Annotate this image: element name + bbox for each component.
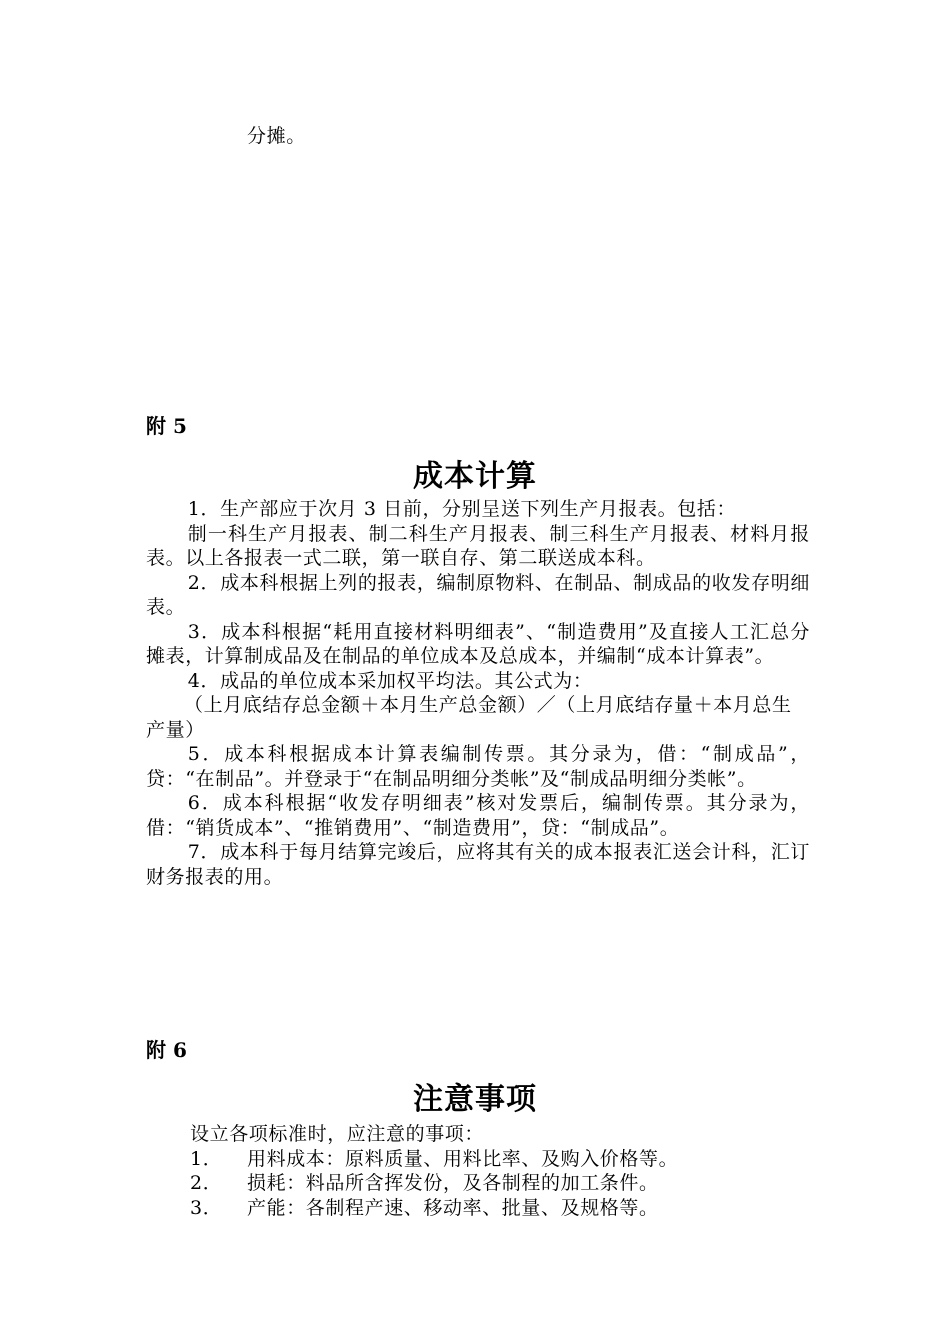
list-item-text: 产能：各制程产速、移动率、批量、及规格等。 — [247, 1196, 659, 1219]
paragraph-1b: 制一科生产月报表、制二科生产月报表、制三科生产月报表、材料月报表。以上各报表一式二联，第一联自存、第二联送成本科。 — [146, 522, 810, 569]
continuation-text: 分摊。 — [247, 125, 306, 147]
paragraph-2: 2．成本科根据上列的报表，编制原物料、在制品、制成品的收发存明细表。 — [146, 571, 810, 618]
formula: （上月底结存总金额＋本月生产总金额）／（上月底结存量＋本月总生产量） — [146, 694, 792, 741]
appendix-5-body — [146, 497, 810, 889]
paragraph-6: 6．成本科根据“收发存明细表”核对发票后，编制传票。其分录为，借：“销货成本”、“推销费用”、“制造费用”，贷：“制成品”。 — [146, 792, 810, 839]
notes-lead: 设立各项标准时，应注意的事项： — [190, 1123, 485, 1145]
list-item — [146, 1171, 810, 1196]
list-item-number: 3． — [190, 1196, 223, 1219]
list-item — [146, 1196, 810, 1221]
paragraph-4: 4．成品的单位成本采加权平均法。其公式为： — [187, 669, 593, 692]
appendix-5-label: 附 5 — [146, 414, 187, 438]
list-item — [146, 1147, 810, 1172]
paragraph-7: 7．成本科于每月结算完竣后，应将其有关的成本报表汇送会计科，汇订财务报表的用。 — [146, 841, 810, 888]
paragraph-1: 1．生产部应于次月 3 日前，分别呈送下列生产月报表。包括： — [187, 498, 737, 520]
paragraph-5: 5．成本科根据成本计算表编制传票。其分录为，借：“制成品”，贷：“在制品”。并登录于“在制品明细分类帐”及“制成品明细分类帐”。 — [146, 743, 810, 790]
appendix-6-label: 附 6 — [146, 1038, 187, 1062]
paragraph-3: 3．成本科根据“耗用直接材料明细表”、“制造费用”及直接人工汇总分摊表，计算制成品及在制品的单位成本及总成本，并编制“成本计算表”。 — [146, 620, 810, 667]
appendix-6-body — [146, 1122, 810, 1220]
list-item-text: 损耗：料品所含挥发份，及各制程的加工条件。 — [247, 1172, 659, 1194]
list-item-number: 1． — [190, 1147, 223, 1170]
appendix-6-title: 注意事项 — [413, 1082, 537, 1117]
list-item-number: 2． — [190, 1172, 223, 1194]
list-item-text: 用料成本：原料质量、用料比率、及购入价格等。 — [247, 1147, 679, 1170]
appendix-5-title: 成本计算 — [413, 459, 537, 494]
